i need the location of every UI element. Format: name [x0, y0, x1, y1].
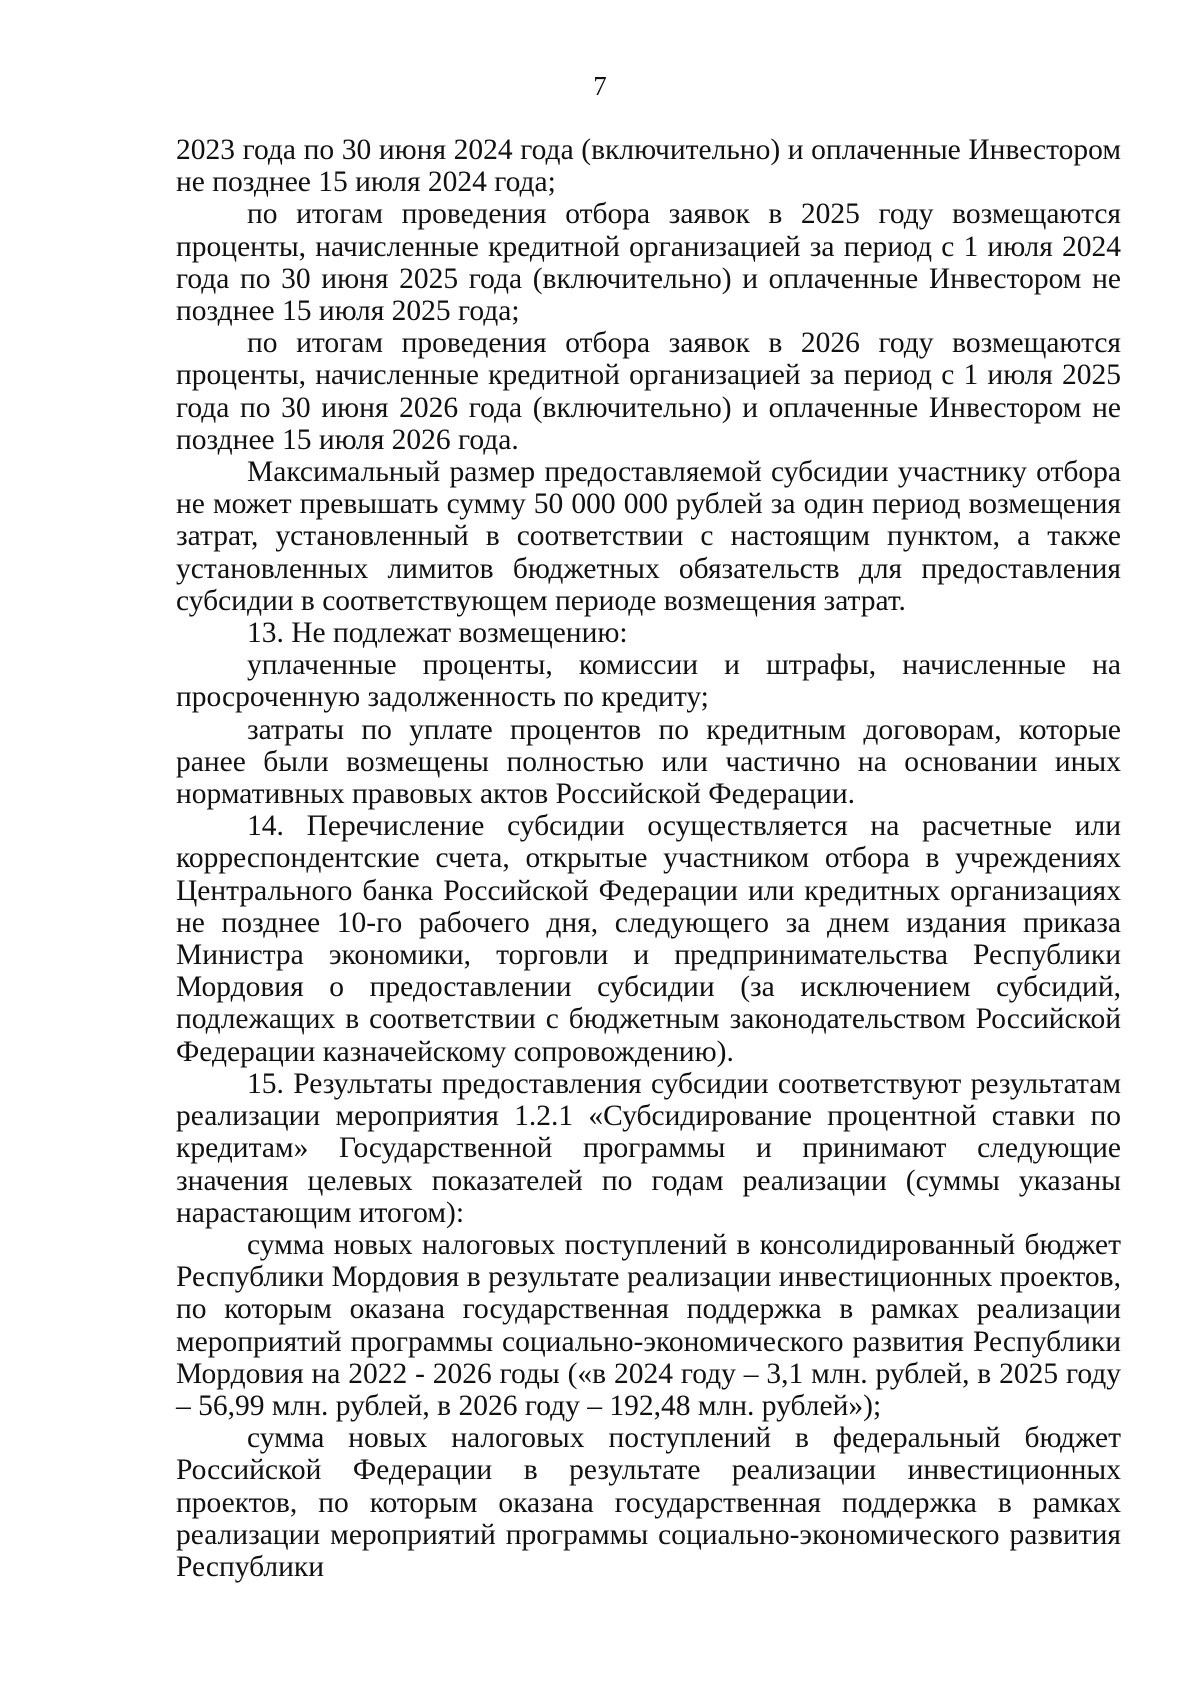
paragraph-2025-selection: по итогам проведения отбора заявок в 2025 году возмещаются проценты, начисленные кредитной организацией за период с 1 июля 2024 года по 30 июня 2025 года (включительно) и оплаченные Инвестором не позднее 15 июля 2025 года;: [176, 198, 1121, 328]
clause-15: 15. Результаты предоставления субсидии соответствуют результатам реализации мероприятия 1.2.1 «Субсидирование процентной ставки по кредитам» Государственной программы и принимают следующие значения целевых показателей по годам реализации (суммы указаны нарастающим итогом):: [176, 1067, 1121, 1229]
clause-13-item-reimbursed: затраты по уплате процентов по кредитным договорам, которые ранее были возмещены полностью или частично на основании иных нормативных правовых актов Российской Федерации.: [176, 713, 1121, 811]
paragraph-2026-selection: по итогам проведения отбора заявок в 2026 году возмещаются проценты, начисленные кредитной организацией за период с 1 июля 2025 года по 30 июня 2026 года (включительно) и оплаченные Инвестором не позднее 15 июля 2026 года.: [176, 327, 1121, 456]
clause-15-item-consolidated-budget: сумма новых налоговых поступлений в консолидированный бюджет Республики Мордовия в результате реализации инвестиционных проектов, по которым оказана государственная поддержка в рамках реализации мероприятий программы социально-экономического развития Республики Мордовия на 2022 - 2026 годы («в 2024 году – 3,1 млн. рублей, в 2025 году – 56,99 млн. рублей, в 2026 году – 192,48 млн. рублей»);: [176, 1228, 1121, 1422]
document-body: [176, 134, 1121, 1583]
clause-13-item-penalties: уплаченные проценты, комиссии и штрафы, начисленные на просроченную задолженность по кредиту;: [176, 649, 1121, 714]
clause-14: 14. Перечисление субсидии осуществляется на расчетные или корреспондентские счета, открытые участником отбора в учреждениях Центрального банка Российской Федерации или кредитных организациях не позднее 10-го рабочего дня, следующего за днем издания приказа Министра экономики, торговли и предпринимательства Республики Мордовия о предоставлении субсидии (за исключением субсидий, подлежащих в соответствии с бюджетным законодательством Российской Федерации казначейскому сопровождению).: [176, 810, 1121, 1068]
clause-15-item-federal-budget: сумма новых налоговых поступлений в федеральный бюджет Российской Федерации в результате реализации инвестиционных проектов, по которым оказана государственная поддержка в рамках реализации мероприятий программы социально-экономического развития Республики: [176, 1422, 1121, 1583]
paragraph-continuation: 2023 года по 30 июня 2024 года (включительно) и оплаченные Инвестором не позднее 15 июля 2024 года;: [176, 134, 1121, 199]
clause-13-heading: 13. Не подлежат возмещению:: [247, 617, 628, 650]
page-number: 7: [593, 71, 607, 101]
paragraph-max-subsidy: Максимальный размер предоставляемой субсидии участнику отбора не может превышать сумму 50 000 000 рублей за один период возмещения затрат, установленный в соответствии с настоящим пунктом, а также установленных лимитов бюджетных обязательств для предоставления субсидии в соответствующем периоде возмещения затрат.: [176, 456, 1121, 617]
